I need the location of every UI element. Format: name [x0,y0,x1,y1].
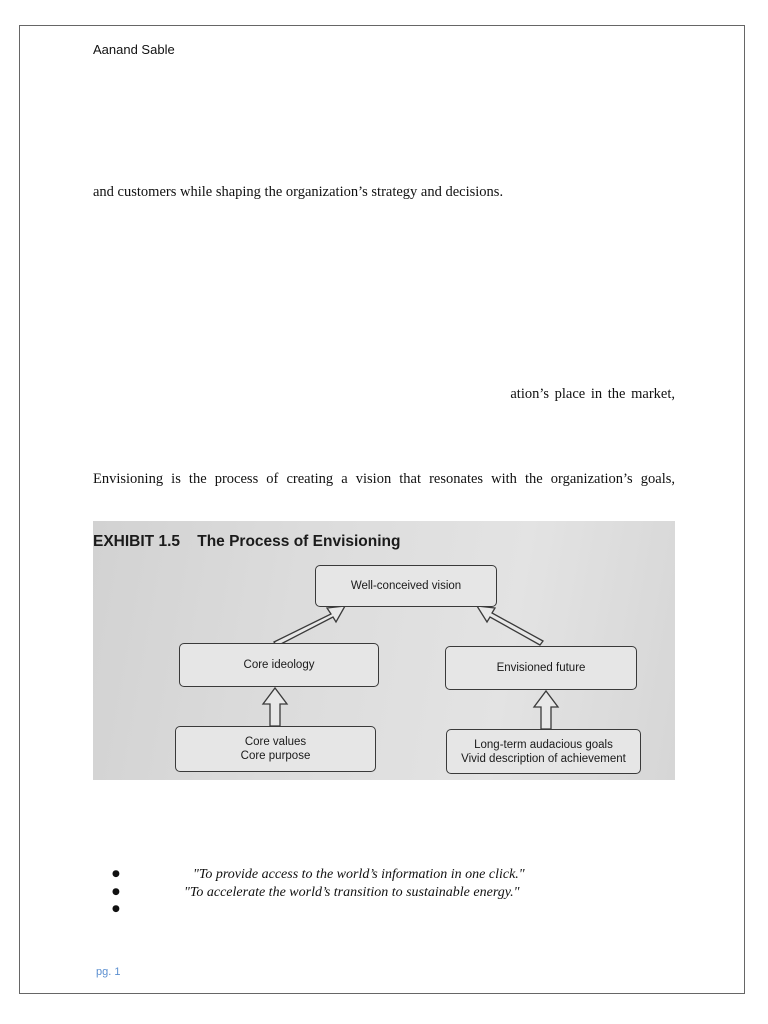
paragraph-3: Envisioning is the process of creating a vision that resonates with the organization’s goals, [93,471,675,487]
arrow-future-to-vision [477,606,543,645]
bullet-text: "To provide access to the world’s information in one click." [193,867,525,882]
arrow-goals-to-future [534,691,558,729]
box-label: Envisioned future [496,662,586,674]
box-core-ideology [179,643,379,687]
bullet-icon: ● [112,869,120,879]
page-number: pg. 1 [96,966,121,978]
page-border [19,25,745,994]
box-line-1: Core values [244,736,307,748]
exhibit-title: EXHIBIT 1.5 The Process of Envisioning [93,533,401,550]
box-line-1: Long-term audacious goals [474,738,613,751]
box-line-2: Vivid description of achievement [461,752,626,765]
bullet-icon: ● [112,904,120,914]
box-label: Core ideology [243,659,315,671]
box-envisioned-future [445,646,637,690]
arrow-ideology-to-vision [274,606,345,646]
bullet-icon: ● [112,886,120,897]
box-label: Well-conceived vision [350,580,462,592]
box-core-values-purpose [175,726,376,772]
paragraph-2: ation’s place in the market, [510,386,675,402]
paragraph-1: and customers while shaping the organization’s strategy and decisions. [93,184,504,200]
box-well-conceived-vision [315,565,497,607]
exhibit-figure [93,521,675,780]
header-author-name: Aanand Sable [93,42,175,57]
box-line-2: Core purpose [240,750,311,762]
box-long-term-goals [446,729,641,774]
bullet-text: "To accelerate the world’s transition to sustainable energy." [184,884,520,900]
arrow-values-to-ideology [263,688,287,726]
